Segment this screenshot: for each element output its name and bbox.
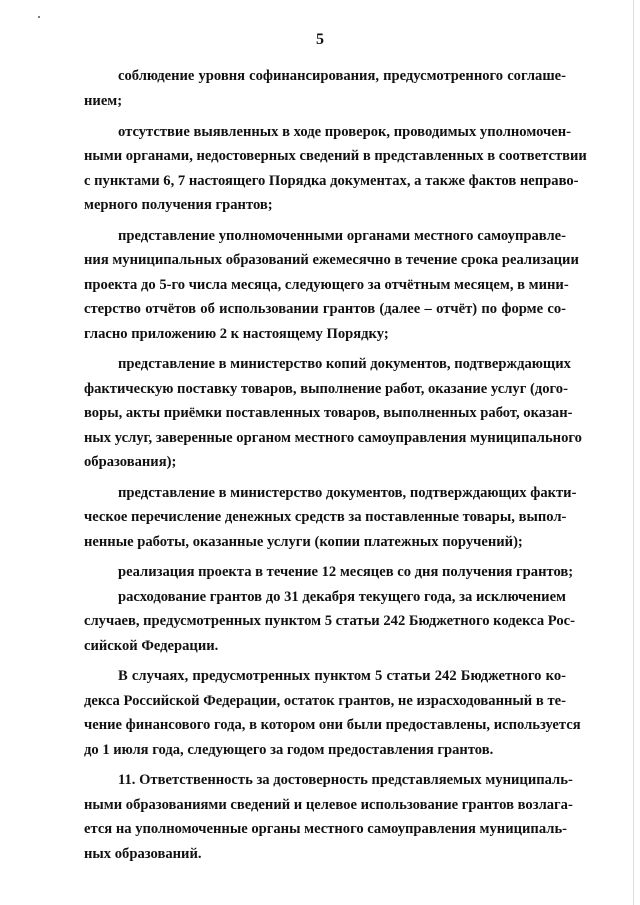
- scan-dot: [38, 16, 40, 18]
- text-line: проекта до 5-го числа месяца, следующего за отчётным месяцем, в мини-: [84, 277, 569, 293]
- text-line: сийской Федерации.: [84, 638, 219, 654]
- text-line: представление в министерство копий документов, подтверждающих: [118, 356, 571, 372]
- text-line: представление уполномоченными органами местного самоуправле-: [118, 228, 566, 244]
- text-line: реализация проекта в течение 12 месяцев со дня получения грантов;: [118, 564, 574, 580]
- text-line: до 1 июля года, следующего за годом предоставления грантов.: [84, 742, 494, 758]
- text-line: воры, акты приёмки поставленных товаров, выполненных работ, оказан-: [84, 405, 573, 421]
- text-line: ных услуг, заверенные органом местного самоуправления муниципального: [84, 430, 582, 446]
- text-line: ческое перечисление денежных средств за поставленные товары, выпол-: [84, 509, 567, 525]
- text-line: ными органами, недостоверных сведений в представленных в соответствии: [84, 148, 587, 164]
- text-line: ными образованиями сведений и целевое использование грантов возлага-: [84, 797, 573, 813]
- text-line: ненные работы, оказанные услуги (копии платежных поручений);: [84, 534, 523, 550]
- text-line: ных образований.: [84, 846, 202, 862]
- right-edge-line: [633, 0, 634, 905]
- text-line: расходование грантов до 31 декабря текущего года, за исключением: [118, 589, 566, 605]
- text-line: декса Российской Федерации, остаток грантов, не израсходованный в те-: [84, 693, 566, 709]
- text-line: нием;: [84, 93, 123, 109]
- text-line: В случаях, предусмотренных пунктом 5 статьи 242 Бюджетного ко-: [118, 668, 566, 684]
- text-line: чение финансового года, в котором они были предоставлены, используется: [84, 717, 581, 733]
- text-line: случаев, предусмотренных пунктом 5 статьи 242 Бюджетного кодекса Рос-: [84, 613, 575, 629]
- text-line: с пунктами 6, 7 настоящего Порядка документах, а также фактов неправо-: [84, 173, 579, 189]
- text-line: отсутствие выявленных в ходе проверок, проводимых уполномочен-: [118, 124, 571, 140]
- text-line: соблюдение уровня софинансирования, предусмотренного соглаше-: [118, 68, 566, 84]
- text-line: стерство отчётов об использовании грантов (далее – отчёт) по форме со-: [84, 301, 566, 317]
- text-line: гласно приложению 2 к настоящему Порядку;: [84, 326, 389, 342]
- page-number: 5: [316, 31, 324, 48]
- text-line: образования);: [84, 454, 177, 470]
- text-line: фактическую поставку товаров, выполнение работ, оказание услуг (дого-: [84, 381, 568, 397]
- text-line: 11. Ответственность за достоверность представляемых муниципаль-: [118, 772, 573, 788]
- text-line: представление в министерство документов, подтверждающих факти-: [118, 485, 577, 501]
- text-line: мерного получения грантов;: [84, 197, 273, 213]
- text-line: ется на уполномоченные органы местного самоуправления муниципаль-: [84, 821, 568, 837]
- text-line: ния муниципальных образований ежемесячно в течение срока реализации: [84, 252, 579, 268]
